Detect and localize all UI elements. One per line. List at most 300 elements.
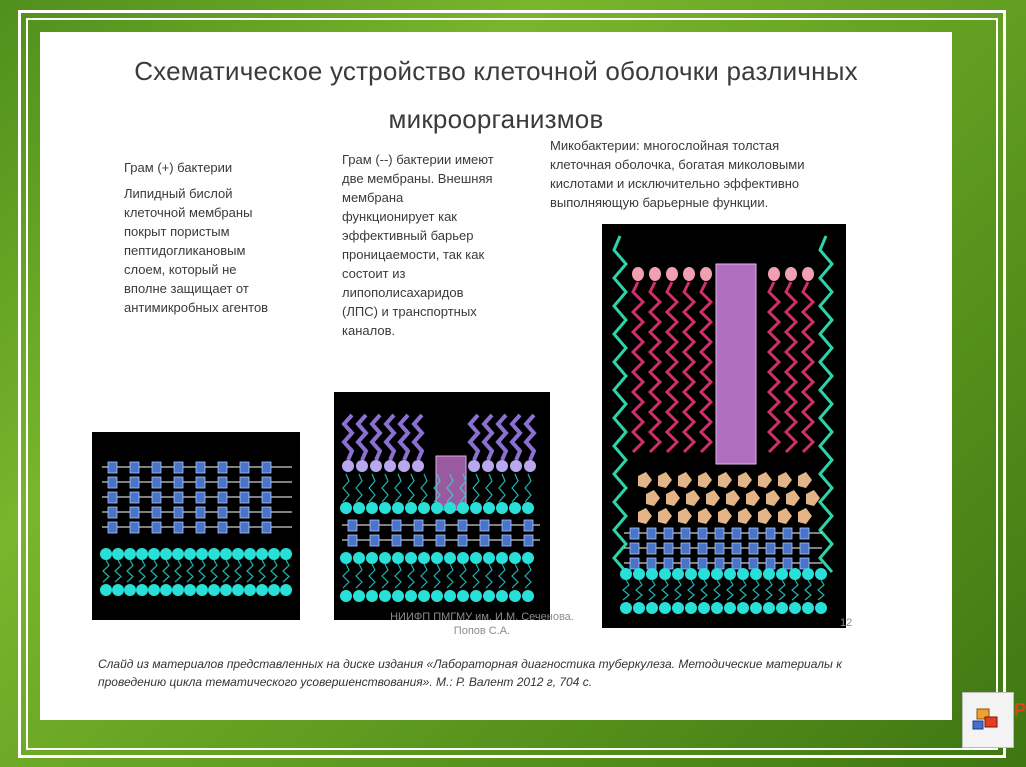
inner-membrane-head bbox=[392, 590, 404, 602]
peptidoglycan-block bbox=[715, 543, 724, 554]
lipid-tail bbox=[271, 560, 277, 582]
membrane-head bbox=[633, 568, 645, 580]
lipid-tail bbox=[259, 560, 265, 582]
peptidoglycan-block bbox=[262, 477, 271, 488]
membrane-head bbox=[789, 602, 801, 614]
inner-membrane-head bbox=[431, 590, 443, 602]
arabinogalactan-unit bbox=[666, 490, 680, 506]
membrane-head bbox=[711, 602, 723, 614]
inner-membrane-tail bbox=[395, 564, 401, 588]
membrane-head bbox=[763, 602, 775, 614]
inner-membrane-head bbox=[509, 590, 521, 602]
peptidoglycan-block bbox=[664, 543, 673, 554]
arabinogalactan-unit bbox=[658, 472, 672, 488]
inner-membrane-head bbox=[470, 590, 482, 602]
inner-membrane-head bbox=[431, 552, 443, 564]
peptidoglycan-block bbox=[240, 507, 249, 518]
peptidoglycan-block bbox=[630, 528, 639, 539]
lps-chain bbox=[386, 415, 394, 460]
peptidoglycan-block bbox=[480, 535, 489, 546]
peptidoglycan-block bbox=[647, 558, 656, 569]
outer-membrane-tail bbox=[486, 474, 492, 502]
membrane-head bbox=[672, 568, 684, 580]
membrane-head bbox=[685, 602, 697, 614]
mycolic-head bbox=[700, 267, 712, 281]
inner-membrane-head bbox=[405, 552, 417, 564]
membrane-head bbox=[646, 602, 658, 614]
outer-membrane-head bbox=[444, 502, 456, 514]
membrane-head bbox=[672, 602, 684, 614]
membrane-head bbox=[802, 568, 814, 580]
inner-membrane-head bbox=[353, 590, 365, 602]
lps-core bbox=[398, 460, 410, 472]
peptidoglycan-block bbox=[783, 558, 792, 569]
peptidoglycan-block bbox=[502, 535, 511, 546]
peptidoglycan-block bbox=[174, 522, 183, 533]
lipid-head bbox=[136, 584, 148, 596]
mycobacteria-description: Микобактерии: многослойная толстая клеточная оболочка, богатая миколовыми кислотами и исключительно эффективно выполняющую барьерные функции. bbox=[550, 138, 805, 210]
lipid-tail bbox=[283, 560, 289, 582]
membrane-head bbox=[724, 602, 736, 614]
peptidoglycan-block bbox=[681, 543, 690, 554]
outer-membrane-head bbox=[457, 502, 469, 514]
mycobacteria-diagram bbox=[602, 224, 846, 628]
inner-membrane-head bbox=[379, 590, 391, 602]
membrane-tail bbox=[792, 580, 798, 600]
peptidoglycan-block bbox=[196, 507, 205, 518]
outer-membrane-head bbox=[366, 502, 378, 514]
membrane-tail bbox=[779, 580, 785, 600]
mycolic-head bbox=[683, 267, 695, 281]
gram-positive-header: Грам (+) бактерии bbox=[124, 160, 233, 175]
peptidoglycan-block bbox=[766, 528, 775, 539]
lipid-head bbox=[160, 548, 172, 560]
lipid-tail bbox=[115, 560, 121, 582]
mycolic-acid-chain bbox=[803, 282, 813, 452]
lipid-tail bbox=[151, 560, 157, 582]
arabinogalactan-unit bbox=[806, 490, 820, 506]
lipid-head bbox=[208, 548, 220, 560]
peptidoglycan-block bbox=[174, 492, 183, 503]
arabinogalactan-unit bbox=[718, 508, 732, 524]
membrane-tail bbox=[623, 580, 629, 600]
membrane-tail bbox=[649, 580, 655, 600]
membrane-tail bbox=[636, 580, 642, 600]
citation: Слайд из материалов представленных на диске издания «Лабораторная диагностика туберкулеза. Методические материалы к проведению цикла тематического усовершенствования». М.: Р. Валент 2012 г, 704 с. bbox=[98, 657, 842, 689]
lps-chain bbox=[358, 415, 366, 460]
lipid-tail bbox=[247, 560, 253, 582]
gram-negative-svg bbox=[334, 392, 550, 620]
arabinogalactan-unit bbox=[658, 508, 672, 524]
peptidoglycan-block bbox=[130, 492, 139, 503]
peptidoglycan-block bbox=[732, 558, 741, 569]
peptidoglycan-block bbox=[783, 528, 792, 539]
outer-membrane-head bbox=[470, 502, 482, 514]
peptidoglycan-block bbox=[414, 520, 423, 531]
arabinogalactan-unit bbox=[638, 508, 652, 524]
peptidoglycan-block bbox=[392, 520, 401, 531]
peptidoglycan-block bbox=[715, 558, 724, 569]
slide-title-line2: микроорганизмов bbox=[388, 104, 604, 134]
arabinogalactan-unit bbox=[786, 490, 800, 506]
mycolic-head bbox=[802, 267, 814, 281]
corner-letter: Р bbox=[1014, 700, 1026, 720]
inner-membrane-head bbox=[353, 552, 365, 564]
arabinogalactan-unit bbox=[678, 472, 692, 488]
lps-core bbox=[496, 460, 508, 472]
membrane-head bbox=[698, 602, 710, 614]
peptidoglycan-block bbox=[749, 528, 758, 539]
arabinogalactan-unit bbox=[726, 490, 740, 506]
peptidoglycan-block bbox=[630, 558, 639, 569]
inner-membrane-head bbox=[457, 552, 469, 564]
lipid-tail bbox=[235, 560, 241, 582]
inner-membrane-head bbox=[340, 590, 352, 602]
peptidoglycan-block bbox=[436, 535, 445, 546]
slide bbox=[40, 32, 952, 720]
membrane-tail bbox=[688, 580, 694, 600]
lps-core bbox=[370, 460, 382, 472]
peptidoglycan-block bbox=[152, 462, 161, 473]
inner-membrane-head bbox=[522, 552, 534, 564]
membrane-head bbox=[659, 602, 671, 614]
mycolic-acid-chain bbox=[633, 282, 643, 452]
lipid-tail bbox=[223, 560, 229, 582]
peptidoglycan-block bbox=[348, 535, 357, 546]
peptidoglycan-block bbox=[218, 492, 227, 503]
peptidoglycan-block bbox=[108, 477, 117, 488]
lipid-head bbox=[112, 584, 124, 596]
lipid-head bbox=[220, 584, 232, 596]
arabinogalactan-unit bbox=[778, 508, 792, 524]
outer-layer-wave bbox=[614, 236, 626, 572]
arabinogalactan-unit bbox=[718, 472, 732, 488]
lipid-head bbox=[184, 584, 196, 596]
arabinogalactan-unit bbox=[758, 472, 772, 488]
lipid-tail bbox=[199, 560, 205, 582]
outer-membrane-tail bbox=[382, 474, 388, 502]
lipid-head bbox=[100, 584, 112, 596]
outer-membrane-tail bbox=[512, 474, 518, 502]
inner-membrane-head bbox=[483, 552, 495, 564]
membrane-head bbox=[711, 568, 723, 580]
inner-membrane-tail bbox=[421, 564, 427, 588]
inner-membrane-head bbox=[509, 552, 521, 564]
arabinogalactan-unit bbox=[778, 472, 792, 488]
lps-core bbox=[510, 460, 522, 472]
inner-membrane-tail bbox=[369, 564, 375, 588]
lipid-head bbox=[100, 548, 112, 560]
mycolic-head bbox=[666, 267, 678, 281]
lipid-head bbox=[232, 548, 244, 560]
inner-membrane-head bbox=[418, 552, 430, 564]
outer-membrane-head bbox=[418, 502, 430, 514]
peptidoglycan-block bbox=[392, 535, 401, 546]
peptidoglycan-block bbox=[262, 492, 271, 503]
outer-membrane-head bbox=[392, 502, 404, 514]
membrane-tail bbox=[662, 580, 668, 600]
peptidoglycan-block bbox=[698, 558, 707, 569]
outer-membrane-head bbox=[496, 502, 508, 514]
peptidoglycan-block bbox=[152, 507, 161, 518]
lipid-head bbox=[184, 548, 196, 560]
peptidoglycan-block bbox=[732, 528, 741, 539]
peptidoglycan-block bbox=[152, 522, 161, 533]
arabinogalactan-unit bbox=[738, 472, 752, 488]
arabinogalactan-unit bbox=[646, 490, 660, 506]
lps-core bbox=[468, 460, 480, 472]
lipid-head bbox=[256, 548, 268, 560]
peptidoglycan-block bbox=[681, 528, 690, 539]
inner-membrane-tail bbox=[408, 564, 414, 588]
lps-chain bbox=[484, 415, 492, 460]
outer-membrane-head bbox=[405, 502, 417, 514]
peptidoglycan-block bbox=[196, 477, 205, 488]
membrane-head bbox=[737, 602, 749, 614]
inner-membrane-head bbox=[405, 590, 417, 602]
lps-chain bbox=[372, 415, 380, 460]
peptidoglycan-block bbox=[218, 507, 227, 518]
lipid-head bbox=[172, 548, 184, 560]
peptidoglycan-block bbox=[262, 522, 271, 533]
membrane-head bbox=[698, 568, 710, 580]
membrane-head bbox=[750, 568, 762, 580]
inner-membrane-tail bbox=[447, 564, 453, 588]
arabinogalactan-unit bbox=[798, 472, 812, 488]
peptidoglycan-block bbox=[664, 528, 673, 539]
lipid-tail bbox=[175, 560, 181, 582]
lps-chain bbox=[344, 415, 352, 460]
membrane-head bbox=[685, 568, 697, 580]
peptidoglycan-block bbox=[130, 522, 139, 533]
membrane-tail bbox=[701, 580, 707, 600]
lipid-head bbox=[172, 584, 184, 596]
peptidoglycan-block bbox=[715, 528, 724, 539]
lipid-head bbox=[244, 548, 256, 560]
inner-membrane-head bbox=[496, 552, 508, 564]
peptidoglycan-block bbox=[800, 528, 809, 539]
membrane-tail bbox=[740, 580, 746, 600]
watermark-line2: Попов С.А. bbox=[453, 625, 511, 637]
peptidoglycan-block bbox=[196, 492, 205, 503]
lipid-head bbox=[136, 548, 148, 560]
gram-negative-description: Грам (--) бактерии имеют две мембраны. Внешняя мембрана функционирует как эффективный барьер проницаемости, так как состоит из липополисахаридов (ЛПС) и транспортных каналов. bbox=[342, 152, 494, 338]
inner-membrane-tail bbox=[356, 564, 362, 588]
gram-negative-diagram bbox=[334, 392, 550, 620]
membrane-tail bbox=[805, 580, 811, 600]
outer-membrane-tail bbox=[473, 474, 479, 502]
inner-membrane-head bbox=[444, 552, 456, 564]
peptidoglycan-block bbox=[732, 543, 741, 554]
inner-membrane-head bbox=[457, 590, 469, 602]
arabinogalactan-unit bbox=[678, 508, 692, 524]
inner-membrane-head bbox=[366, 590, 378, 602]
peptidoglycan-block bbox=[524, 520, 533, 531]
lipid-head bbox=[232, 584, 244, 596]
presentation-app-icon[interactable] bbox=[962, 692, 1014, 748]
peptidoglycan-block bbox=[108, 507, 117, 518]
peptidoglycan-block bbox=[152, 492, 161, 503]
outer-membrane-tail bbox=[408, 474, 414, 502]
mycolic-head bbox=[649, 267, 661, 281]
peptidoglycan-block bbox=[749, 543, 758, 554]
inner-membrane-tail bbox=[460, 564, 466, 588]
peptidoglycan-block bbox=[458, 535, 467, 546]
page-number: 12 bbox=[840, 617, 853, 629]
membrane-tail bbox=[753, 580, 759, 600]
inner-membrane-tail bbox=[512, 564, 518, 588]
mycolic-acid-chain bbox=[684, 282, 694, 452]
peptidoglycan-block bbox=[240, 522, 249, 533]
peptidoglycan-block bbox=[130, 462, 139, 473]
arabinogalactan-unit bbox=[798, 508, 812, 524]
peptidoglycan-block bbox=[218, 522, 227, 533]
inner-membrane-head bbox=[418, 590, 430, 602]
peptidoglycan-block bbox=[240, 462, 249, 473]
outer-layer-wave bbox=[820, 236, 832, 572]
outer-membrane-head bbox=[431, 502, 443, 514]
inner-membrane-head bbox=[444, 590, 456, 602]
lps-chain bbox=[400, 415, 408, 460]
lipid-head bbox=[256, 584, 268, 596]
peptidoglycan-block bbox=[196, 462, 205, 473]
lipid-tail bbox=[187, 560, 193, 582]
outer-membrane-head bbox=[509, 502, 521, 514]
mycolic-head bbox=[632, 267, 644, 281]
peptidoglycan-block bbox=[370, 520, 379, 531]
membrane-head bbox=[750, 602, 762, 614]
porin-channel bbox=[716, 264, 756, 464]
outer-membrane-tail bbox=[356, 474, 362, 502]
peptidoglycan-block bbox=[370, 535, 379, 546]
lipid-head bbox=[280, 548, 292, 560]
lps-chain bbox=[512, 415, 520, 460]
outer-membrane-tail bbox=[395, 474, 401, 502]
mycolic-acid-chain bbox=[769, 282, 779, 452]
lps-core bbox=[342, 460, 354, 472]
inner-membrane-tail bbox=[382, 564, 388, 588]
inner-membrane-head bbox=[483, 590, 495, 602]
membrane-head bbox=[724, 568, 736, 580]
mycolic-head bbox=[785, 267, 797, 281]
peptidoglycan-block bbox=[262, 462, 271, 473]
peptidoglycan-block bbox=[174, 462, 183, 473]
inner-membrane-tail bbox=[499, 564, 505, 588]
peptidoglycan-block bbox=[647, 543, 656, 554]
outer-membrane-head bbox=[379, 502, 391, 514]
lipid-tail bbox=[103, 560, 109, 582]
peptidoglycan-block bbox=[174, 507, 183, 518]
lipid-head bbox=[268, 584, 280, 596]
peptidoglycan-block bbox=[698, 528, 707, 539]
peptidoglycan-block bbox=[800, 558, 809, 569]
peptidoglycan-block bbox=[681, 558, 690, 569]
lipid-head bbox=[244, 584, 256, 596]
peptidoglycan-block bbox=[766, 543, 775, 554]
gram-positive-description: Липидный бислой клеточной мембраны покрыт пористым пептидогликановым слоем, который не вполне защищает от антимикробных агентов bbox=[124, 186, 269, 315]
peptidoglycan-block bbox=[480, 520, 489, 531]
mycolic-acid-chain bbox=[701, 282, 711, 452]
inner-membrane-tail bbox=[486, 564, 492, 588]
membrane-head bbox=[776, 602, 788, 614]
watermark-line1: НИИФП ПМГМУ им. И.М. Сеченова. bbox=[390, 611, 574, 623]
app-logo-icon bbox=[963, 693, 1013, 747]
membrane-head bbox=[620, 602, 632, 614]
membrane-head bbox=[802, 602, 814, 614]
peptidoglycan-block bbox=[524, 535, 533, 546]
membrane-tail bbox=[766, 580, 772, 600]
outer-membrane-tail bbox=[369, 474, 375, 502]
peptidoglycan-block bbox=[766, 558, 775, 569]
inner-membrane-head bbox=[392, 552, 404, 564]
arabinogalactan-unit bbox=[758, 508, 772, 524]
peptidoglycan-block bbox=[783, 543, 792, 554]
lipid-head bbox=[148, 584, 160, 596]
membrane-head bbox=[763, 568, 775, 580]
arabinogalactan-unit bbox=[738, 508, 752, 524]
inner-membrane-head bbox=[340, 552, 352, 564]
arabinogalactan-unit bbox=[698, 472, 712, 488]
lps-core bbox=[412, 460, 424, 472]
peptidoglycan-block bbox=[800, 543, 809, 554]
arabinogalactan-unit bbox=[706, 490, 720, 506]
inner-membrane-head bbox=[379, 552, 391, 564]
inner-membrane-head bbox=[522, 590, 534, 602]
peptidoglycan-block bbox=[108, 462, 117, 473]
slide-title-line1: Схематическое устройство клеточной оболочки различных bbox=[134, 56, 858, 86]
peptidoglycan-block bbox=[698, 543, 707, 554]
lipid-head bbox=[124, 548, 136, 560]
outer-membrane-head bbox=[522, 502, 534, 514]
peptidoglycan-block bbox=[218, 462, 227, 473]
watermark bbox=[362, 610, 602, 638]
lps-chain bbox=[414, 415, 422, 460]
membrane-head bbox=[815, 568, 827, 580]
peptidoglycan-block bbox=[108, 522, 117, 533]
outer-membrane-head bbox=[483, 502, 495, 514]
lps-core bbox=[524, 460, 536, 472]
membrane-head bbox=[620, 568, 632, 580]
membrane-tail bbox=[818, 580, 824, 600]
mycolic-acid-chain bbox=[667, 282, 677, 452]
peptidoglycan-block bbox=[436, 520, 445, 531]
mycolic-head bbox=[768, 267, 780, 281]
peptidoglycan-block bbox=[502, 520, 511, 531]
arabinogalactan-unit bbox=[746, 490, 760, 506]
membrane-head bbox=[633, 602, 645, 614]
lps-chain bbox=[498, 415, 506, 460]
peptidoglycan-block bbox=[458, 520, 467, 531]
outer-membrane-head bbox=[353, 502, 365, 514]
membrane-tail bbox=[714, 580, 720, 600]
inner-membrane-head bbox=[366, 552, 378, 564]
inner-membrane-tail bbox=[343, 564, 349, 588]
peptidoglycan-block bbox=[152, 477, 161, 488]
lps-core bbox=[356, 460, 368, 472]
outer-membrane-head bbox=[340, 502, 352, 514]
membrane-head bbox=[646, 568, 658, 580]
lipid-tail bbox=[139, 560, 145, 582]
outer-membrane-tail bbox=[525, 474, 531, 502]
lipid-head bbox=[268, 548, 280, 560]
membrane-head bbox=[776, 568, 788, 580]
inner-membrane-tail bbox=[473, 564, 479, 588]
lipid-head bbox=[160, 584, 172, 596]
lps-core bbox=[482, 460, 494, 472]
lipid-head bbox=[148, 548, 160, 560]
lps-chain bbox=[526, 415, 534, 460]
membrane-head bbox=[789, 568, 801, 580]
